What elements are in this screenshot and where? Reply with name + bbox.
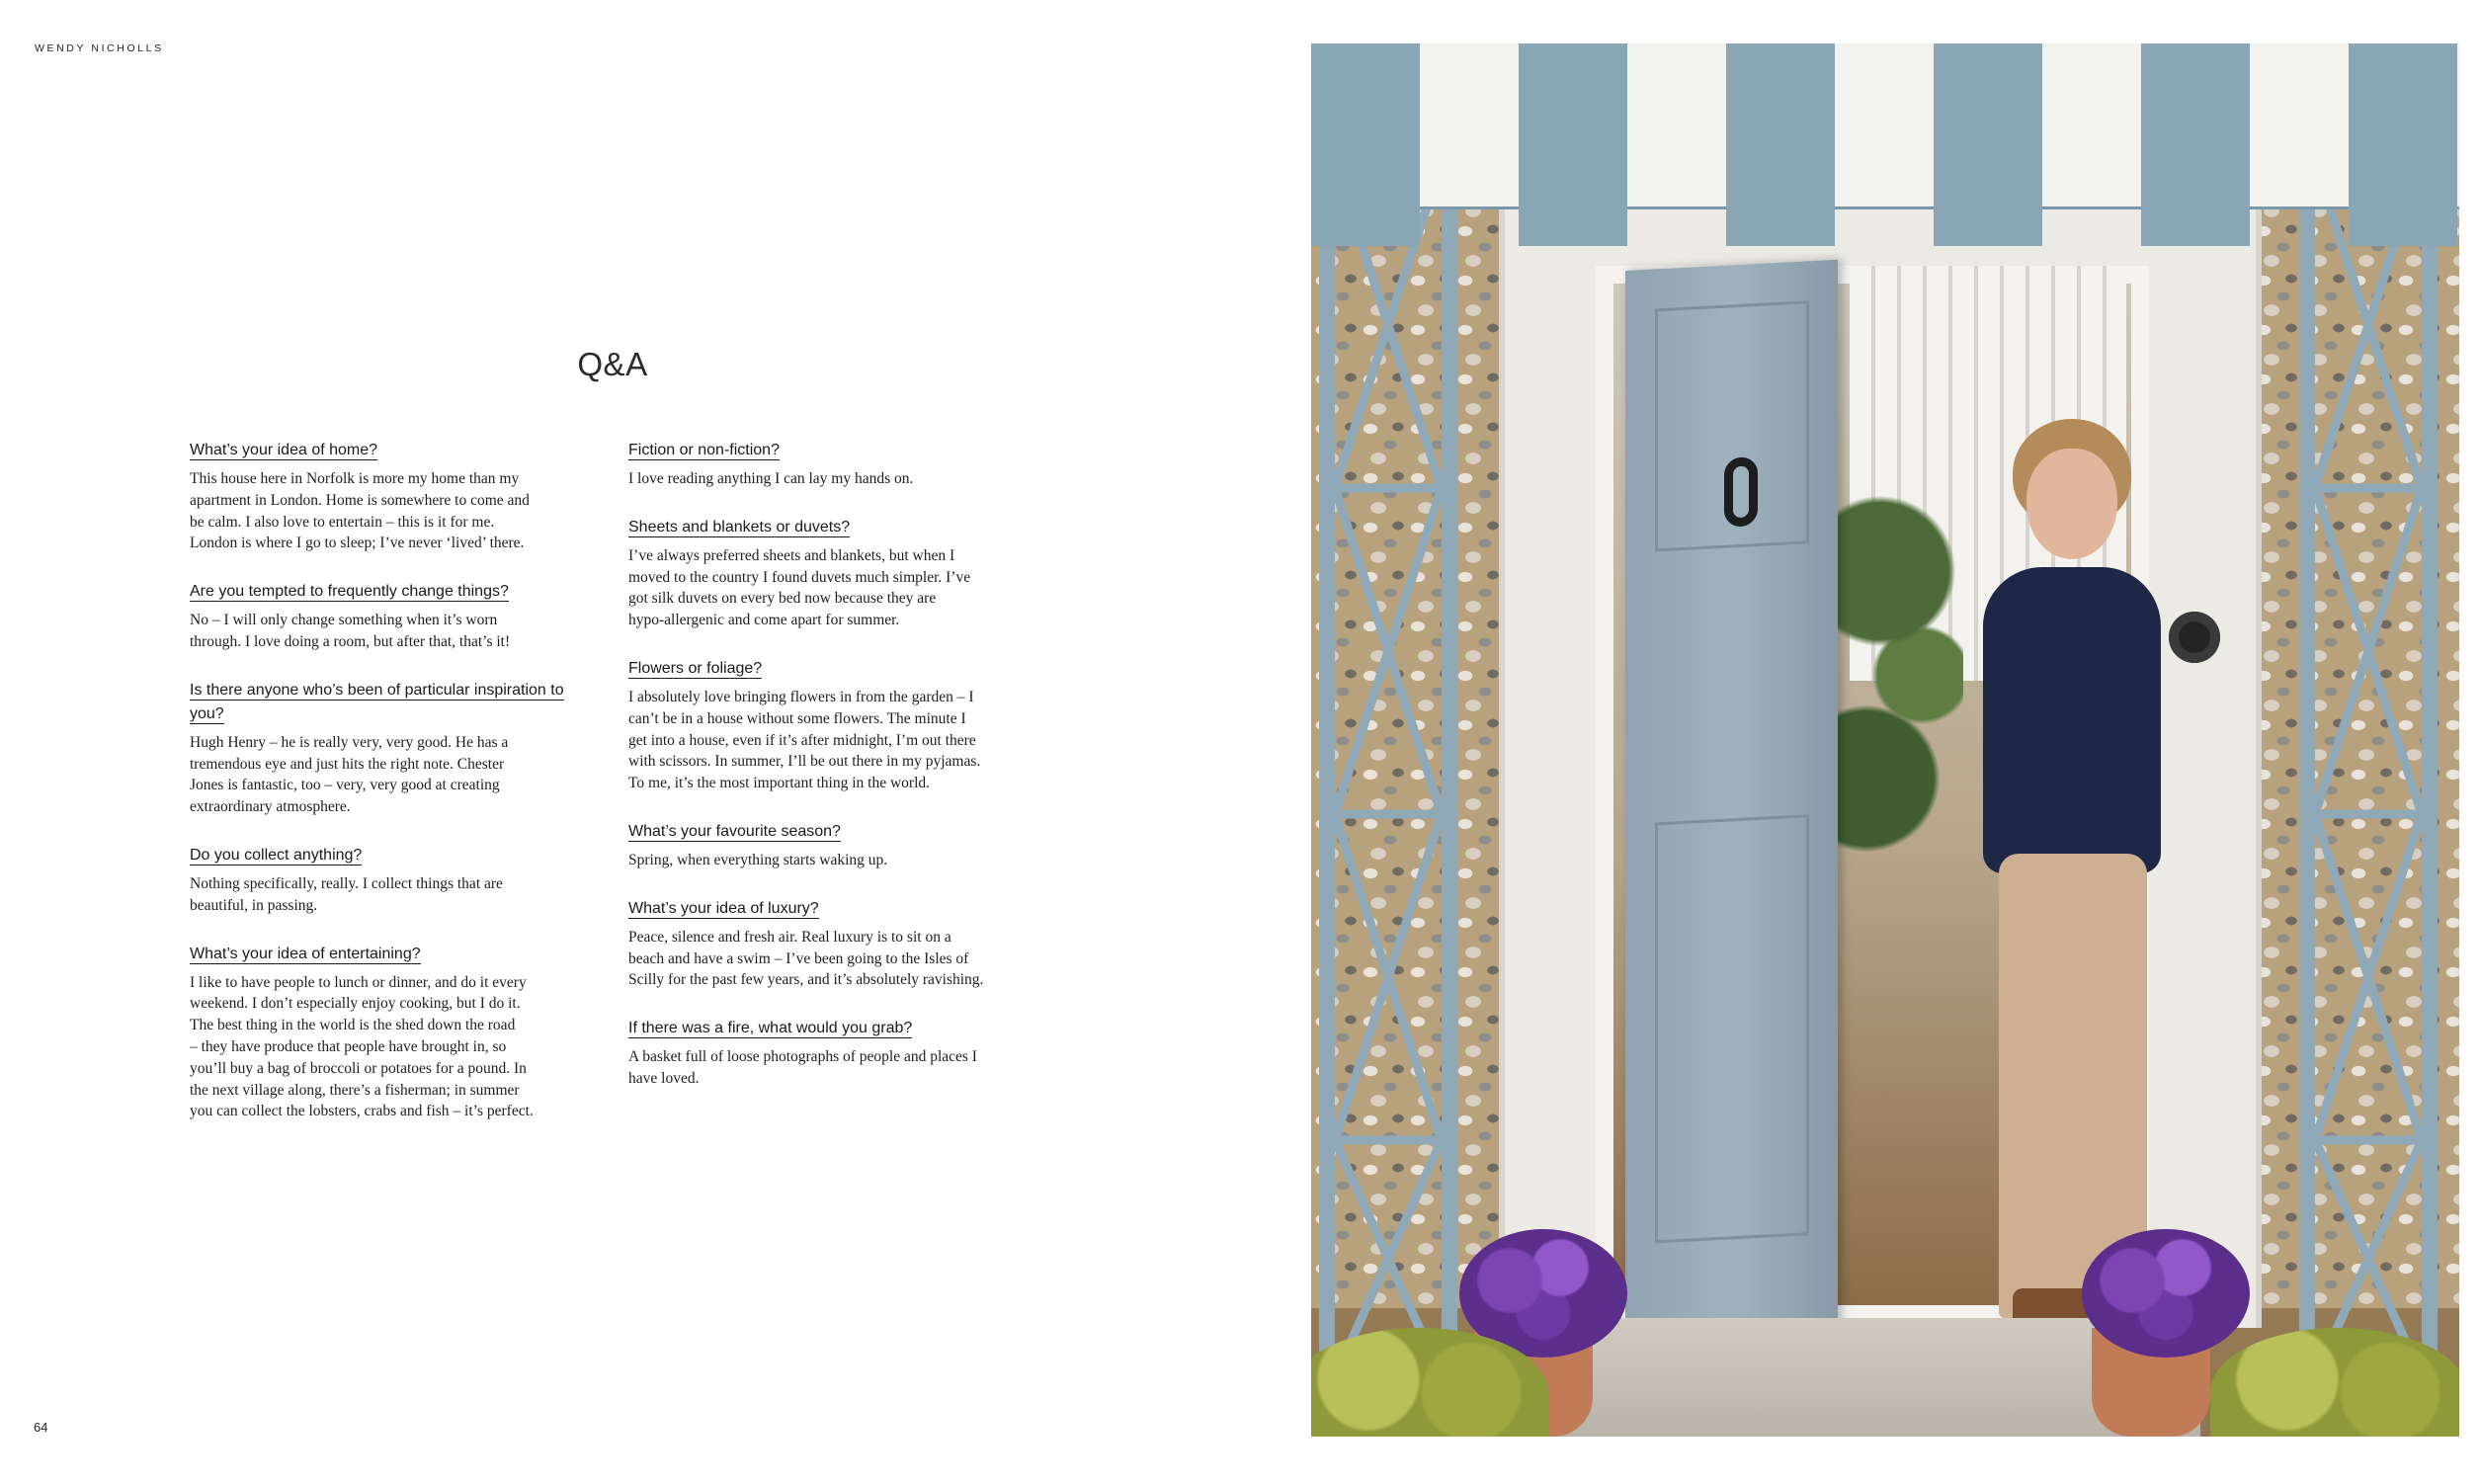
page-number: 64 [34,1420,48,1435]
face [2026,449,2117,559]
answer-line: Hugh Henry – he is really very, very good. He has a [190,733,509,751]
question-wrap [190,580,585,604]
answer-line: Peace, silence and fresh air. Real luxury is to sit on a [628,928,951,946]
answer-line: tremendous eye and just hits the right note. Chester [190,755,505,773]
answer-line: I like to have people to lunch or dinner, and do it every [190,973,527,991]
answer-line: you can collect the lobsters, crabs and fish – it’s perfect. [190,1103,534,1120]
open-door [1625,260,1838,1338]
navy-sweater [1983,567,2161,873]
portrait-photo [1311,43,2459,1437]
question: If there was a fire, what would you grab? [628,1020,913,1037]
answer-line: beautiful, in passing. [190,896,318,914]
trellis-left [1319,162,1457,1377]
answer-line: London is where I go to sleep; I’ve never ‘lived’ there. [190,535,525,552]
question-wrap [190,844,585,867]
qa-item [190,679,585,818]
answer-line: – they have produce that people have brought in, so [190,1037,507,1055]
qa-item [190,844,585,917]
qa-item [628,516,1033,631]
answer-line: To me, it’s the most important thing in the world. [628,775,931,792]
question-wrap [628,897,1033,921]
answer-line: Nothing specifically, really. I collect things that are [190,874,503,892]
question: Is there anyone who’s been of particular inspiration to you? [190,681,564,722]
answer-line: beach and have a swim – I’ve been going to the Isles of [628,949,969,967]
answer-line: A basket full of loose photographs of people and places I [628,1048,977,1066]
question: What’s your idea of home? [190,442,378,458]
qa-item [628,1017,1033,1090]
question: What’s your idea of entertaining? [190,945,421,962]
answer-line: No – I will only change something when it’s worn [190,612,498,629]
qa-item [190,439,585,554]
answer-line: got silk duvets on every bed now because they are [628,590,937,608]
question: Sheets and blankets or duvets? [628,518,851,536]
running-head: WENDY NICHOLLS [35,42,164,54]
answer-line: with scissors. In summer, I’ll be out there in my pyjamas. [628,753,981,771]
answer-line: have loved. [628,1069,700,1087]
answer-line: I absolutely love bringing flowers in from the garden – I [628,688,974,705]
qa-column-left [190,439,585,1148]
question: Do you collect anything? [190,846,363,864]
question-wrap [628,1017,1033,1040]
answer-line: This house here in Norfolk is more my home than my [190,470,520,487]
qa-column-right [628,439,1033,1115]
answer-line: extraordinary atmosphere. [190,798,351,816]
answer-line: the next village along, there’s a fisherman; in summer [190,1081,520,1099]
answer-line: can’t be in a house without some flowers. The minute I [628,709,966,727]
answer-line: Spring, when everything starts waking up. [628,851,888,868]
qa-item [628,897,1033,991]
question: What’s your idea of luxury? [628,899,819,917]
answer-line: apartment in London. Home is somewhere to come and [190,491,530,509]
qa-item [190,580,585,653]
question-wrap [190,943,585,966]
answer-line: Jones is fantastic, too – very, very good at creating [190,777,500,794]
question-wrap [628,439,1033,462]
question: Fiction or non-fiction? [628,442,780,458]
answer-line: get into a house, even if it’s after midnight, I’m out there [628,731,976,749]
question: What’s your favourite season? [628,822,841,840]
qa-item [190,943,585,1123]
answer-line: weekend. I don’t especially enjoy cooking, but I do it. [190,995,521,1013]
answer-line: The best thing in the world is the shed down the road [190,1017,516,1034]
question-wrap [190,439,585,462]
trellis-right [2299,162,2438,1377]
question-wrap [628,657,1033,681]
answer-line: you’ll buy a bag of broccoli or potatoes for a pound. In [190,1059,527,1077]
answer-line: I’ve always preferred sheets and blankets, but when I [628,546,955,564]
door-knocker-icon [1724,456,1758,528]
qa-item [628,439,1033,490]
page-title: Q&A [577,346,648,382]
question: Are you tempted to frequently change things? [190,583,509,601]
answer-line: through. I love doing a room, but after that, that’s it! [190,632,511,650]
qa-item [628,657,1033,794]
answer-line: I love reading anything I can lay my hands on. [628,470,914,487]
question-wrap [628,820,1033,844]
question-wrap [190,679,585,726]
answer-line: be calm. I also love to entertain – this is it for me. [190,513,495,531]
door-panel-lower [1655,814,1809,1243]
striped-awning [1311,43,2459,209]
question: Flowers or foliage? [628,659,763,677]
qa-item [628,820,1033,871]
answer-line: hypo-allergenic and come apart for summer. [628,612,900,629]
answer-line: Scilly for the past few years, and it’s absolutely ravishing. [628,971,984,989]
question-wrap [628,516,1033,539]
answer-line: moved to the country I found duvets much simpler. I’ve [628,568,971,586]
indoor-plants [1825,488,1963,903]
purple-flowers-right [2082,1229,2250,1358]
shrub-right [2210,1328,2459,1437]
